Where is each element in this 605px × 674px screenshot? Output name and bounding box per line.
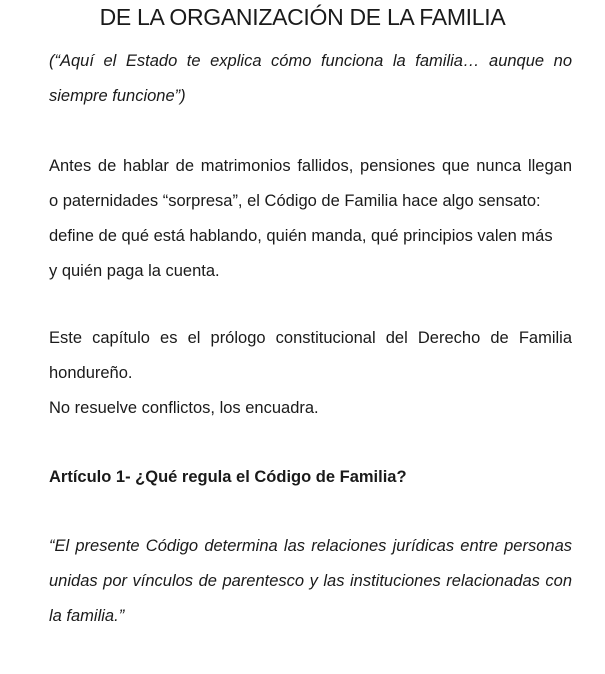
quote-line: la familia.” — [49, 607, 125, 625]
closing-line: No resuelve conflictos, los encuadra. — [49, 399, 319, 417]
subtitle-paragraph — [49, 44, 572, 114]
intro-line: Antes de hablar de matrimonios fallidos, pensiones que nunca llegan — [49, 157, 572, 175]
article-quote — [49, 529, 572, 634]
intro-line: y quién paga la cuenta. — [49, 262, 220, 280]
article-heading: Artículo 1- ¿Qué regula el Código de Familia? — [49, 468, 407, 486]
quote-line: unidas por vínculos de parentesco y las instituciones relacionadas con — [49, 572, 572, 590]
intro-paragraph — [49, 149, 572, 289]
quote-line: “El presente Código determina las relaciones jurídicas entre personas — [49, 537, 572, 555]
page-title: DE LA ORGANIZACIÓN DE LA FAMILIA — [99, 4, 506, 30]
chapter-line: hondureño. — [49, 364, 133, 382]
subtitle-line: (“Aquí el Estado te explica cómo funciona la familia… aunque no — [49, 52, 572, 70]
subtitle-line: siempre funcione”) — [49, 87, 186, 105]
chapter-paragraph — [49, 321, 572, 426]
intro-line: define de qué está hablando, quién manda, qué principios valen más — [49, 227, 553, 245]
intro-line: o paternidades “sorpresa”, el Código de Familia hace algo sensato: — [49, 192, 541, 210]
chapter-line: Este capítulo es el prólogo constitucional del Derecho de Familia — [49, 329, 572, 347]
